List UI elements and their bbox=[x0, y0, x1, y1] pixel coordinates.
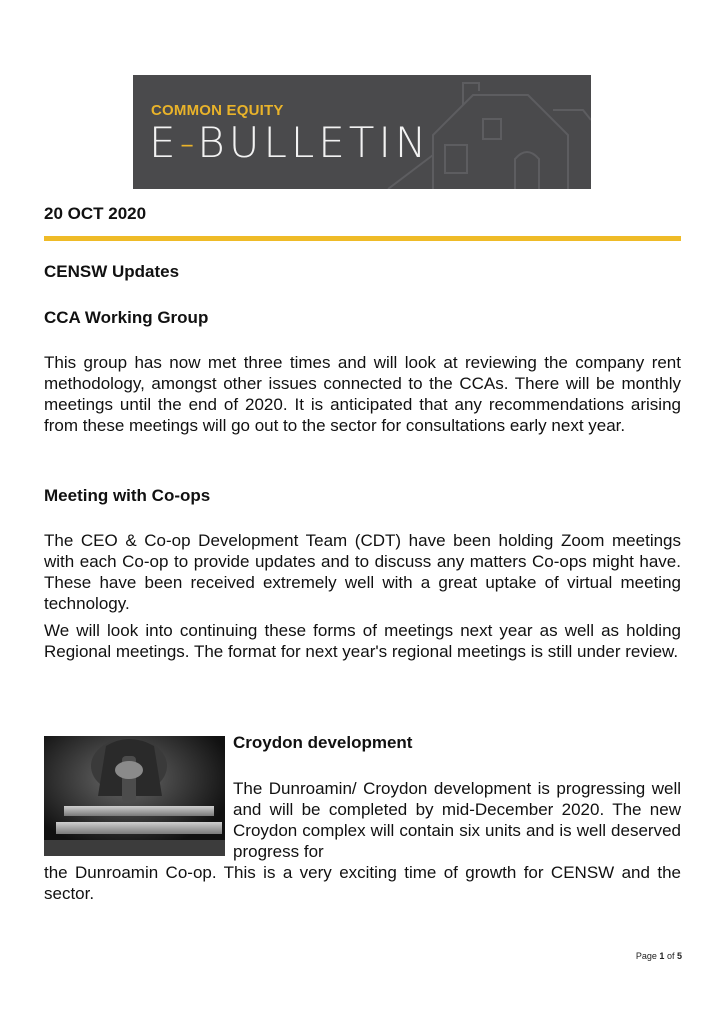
title-rest: BULLETIN bbox=[197, 118, 431, 167]
croydon-body-full: the Dunroamin Co-op. This is a very exciting time of growth for CENSW and the sector. bbox=[44, 863, 681, 903]
page-number bbox=[636, 951, 682, 961]
construction-photo bbox=[44, 736, 225, 856]
coops-body-1: The CEO & Co-op Development Team (CDT) have been holding Zoom meetings with each Co-op to provide updates and to discuss any matters Co-ops might have. These have been received extremely well with a great uptake of virtual meeting technology. bbox=[44, 531, 681, 613]
coops-heading: Meeting with Co-ops bbox=[44, 486, 211, 505]
bulletin-title bbox=[149, 118, 430, 167]
brand-name: COMMON EQUITY bbox=[151, 102, 284, 119]
bulletin-banner bbox=[133, 75, 591, 189]
construction-photo-graphic bbox=[44, 736, 225, 856]
title-dash: - bbox=[179, 118, 198, 167]
page-label: Page bbox=[635, 951, 657, 961]
accent-divider bbox=[44, 236, 681, 241]
censw-heading: CENSW Updates bbox=[44, 262, 180, 281]
coops-body-2: We will look into continuing these forms of meetings next year as well as holding Regional meetings. The format for next year's regional meetings is still under review. bbox=[44, 621, 681, 661]
page-total: 5 bbox=[676, 951, 682, 961]
of-label: of bbox=[666, 951, 675, 961]
issue-date: 20 OCT 2020 bbox=[44, 204, 147, 223]
cca-body: This group has now met three times and will look at reviewing the company rent methodology, amongst other issues connected to the CCAs. There will be monthly meetings until the end of 2020. It is anticipated that any recommendations arising from these meetings will go out to the sector for consultations early next year. bbox=[44, 353, 681, 435]
croydon-heading: Croydon development bbox=[233, 733, 413, 752]
cca-heading: CCA Working Group bbox=[44, 308, 209, 327]
croydon-body-wrapped: The Dunroamin/ Croydon development is progressing well and will be completed by mid-December 2020. The new Croydon complex will contain six units and is well deserved progress for bbox=[233, 779, 681, 861]
page-current: 1 bbox=[659, 951, 665, 961]
title-prefix: E bbox=[149, 118, 180, 167]
